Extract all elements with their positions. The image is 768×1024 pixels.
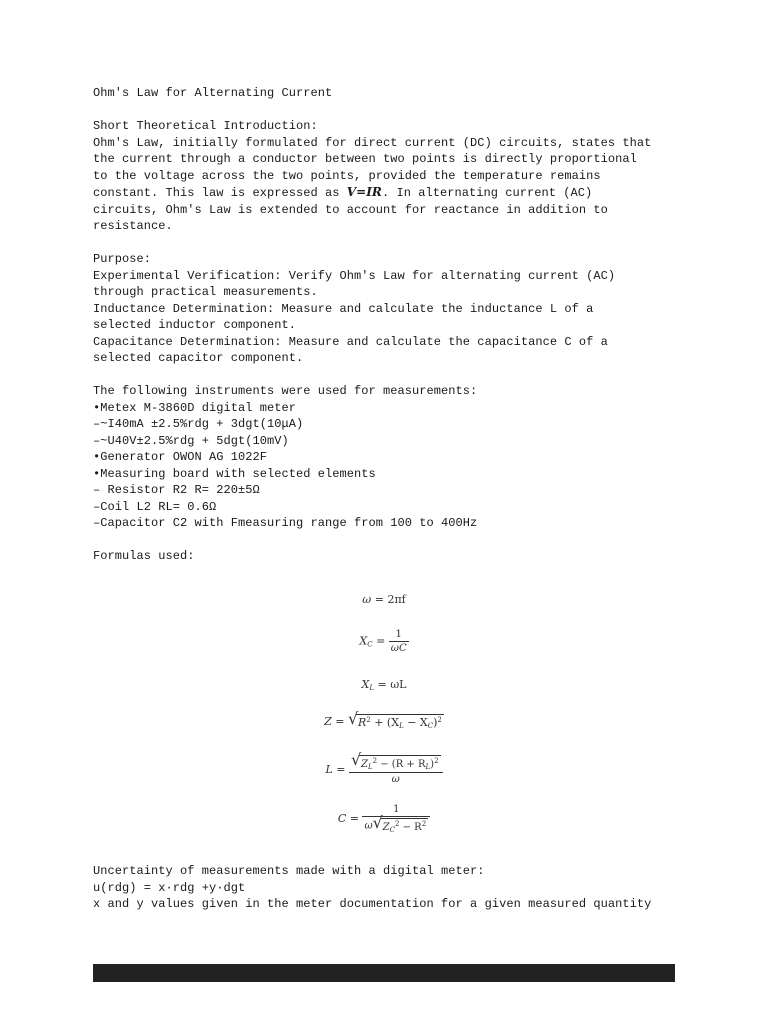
- intro-line-with-equation: [93, 184, 693, 202]
- formula-text: 2: [394, 820, 400, 828]
- formula-text: L: [369, 684, 374, 692]
- purpose-line: Experimental Verification: Verify Ohm's Law for alternating current (AC): [93, 268, 616, 283]
- radical-sign-icon: √: [347, 709, 359, 728]
- formula-text: C =: [337, 812, 359, 825]
- fraction-numerator: 1: [389, 629, 409, 642]
- radicand: [359, 755, 441, 771]
- uncertainty-formula: u(rdg) = x·rdg +y·dgt: [93, 880, 246, 895]
- radicand: [381, 818, 429, 834]
- formula-inductance: [93, 750, 675, 785]
- intro-line: circuits, Ohm's Law is extended to account for reactance in addition to: [93, 202, 608, 217]
- formula-text: X: [359, 634, 368, 648]
- spacer: [93, 235, 693, 252]
- square-root: [350, 750, 441, 771]
- formula-text: Z: [360, 759, 368, 770]
- formula-text: 2: [421, 820, 427, 828]
- formula-text: 2: [372, 757, 378, 765]
- instrument-item: –Capacitor C2 with Fmeasuring range from 100 to 400Hz: [93, 516, 478, 530]
- fraction: [389, 629, 409, 654]
- square-root: [347, 709, 444, 730]
- formula-angular-frequency: [93, 593, 675, 606]
- ohms-law-equation: V=IR: [346, 185, 382, 199]
- formula-inductive-reactance: [93, 678, 675, 692]
- formula-text: + (X: [370, 716, 400, 729]
- spacer: [93, 102, 693, 119]
- purpose-line: selected capacitor component.: [93, 351, 304, 365]
- intro-heading: Short Theoretical Introduction:: [93, 119, 318, 133]
- formula-text: − X: [403, 716, 428, 729]
- instrument-item: –~I40mA ±2.5%rdg + 3dgt(10μA): [93, 417, 304, 431]
- footer-bar: [93, 964, 675, 982]
- purpose-line: selected inductor component.: [93, 318, 297, 332]
- formula-text: C: [389, 826, 395, 834]
- intro-text: . In alternating current (AC): [381, 186, 593, 200]
- formula-capacitance: [93, 804, 675, 834]
- intro-text: constant. This law is expressed as: [93, 186, 347, 200]
- formulas-block: [93, 575, 675, 850]
- formula-text: ω: [364, 820, 373, 832]
- formula-text: R: [357, 716, 367, 729]
- instrument-item: – Resistor R2 R= 220±5Ω: [93, 483, 260, 497]
- instruments-heading: The following instruments were used for measurements:: [93, 384, 478, 398]
- purpose-line: Capacitance Determination: Measure and calculate the capacitance C of a: [93, 334, 608, 349]
- formula-text: L: [425, 763, 431, 771]
- formula-text: − (R + R: [377, 759, 426, 770]
- fraction-denominator: [362, 813, 430, 834]
- formula-text: L: [399, 722, 404, 730]
- formula-text: Z =: [324, 715, 345, 728]
- uncertainty-section: [93, 863, 693, 913]
- formula-text: − R: [399, 822, 422, 833]
- intro-line: Ohm's Law, initially formulated for direct current (DC) circuits, states that: [93, 135, 652, 150]
- formula-text: Z: [382, 822, 390, 833]
- formula-text: X: [361, 678, 370, 691]
- formula-text: C: [427, 722, 434, 730]
- instrument-item: –~U40V±2.5%rdg + 5dgt(10mV): [93, 433, 289, 448]
- formula-capacitive-reactance: [93, 629, 675, 654]
- formula-text: ω: [362, 593, 372, 606]
- spacer: [93, 367, 693, 384]
- purpose-line: Inductance Determination: Measure and calculate the inductance L of a: [93, 301, 594, 316]
- purpose-heading: Purpose:: [93, 252, 152, 266]
- intro-line: resistance.: [93, 219, 173, 233]
- radicand: [356, 714, 444, 730]
- intro-line: to the voltage across the two points, provided the temperature remains: [93, 168, 601, 183]
- instrument-item: •Generator OWON AG 1022F: [93, 450, 268, 464]
- fraction-numerator: [349, 750, 443, 773]
- formula-text: = ωL: [377, 678, 407, 691]
- formula-text: ): [430, 759, 435, 770]
- uncertainty-note: x and y values given in the meter documentation for a given measured quantity: [93, 897, 652, 911]
- fraction-numerator: 1: [362, 804, 430, 817]
- formulas-heading: Formulas used:: [93, 549, 195, 563]
- formula-text: C: [367, 640, 373, 649]
- square-root: [372, 813, 429, 834]
- formula-text: =: [376, 634, 386, 648]
- intro-line: the current through a conductor between two points is directly proportional: [93, 152, 637, 166]
- formula-impedance: [93, 709, 675, 730]
- fraction: [362, 804, 430, 834]
- document-body: [93, 85, 693, 565]
- spacer: [93, 532, 693, 549]
- instrument-item: •Measuring board with selected elements: [93, 466, 376, 481]
- fraction: [349, 750, 443, 785]
- document-title: Ohm's Law for Alternating Current: [93, 86, 333, 100]
- formula-text: 2: [437, 716, 442, 724]
- uncertainty-heading: Uncertainty of measurements made with a digital meter:: [93, 864, 485, 878]
- formula-text: L: [367, 763, 373, 771]
- formula-text: L =: [325, 763, 346, 776]
- fraction-denominator: ωC: [390, 643, 407, 654]
- fraction-denominator: ω: [391, 774, 400, 785]
- radical-sign-icon: √: [350, 750, 362, 769]
- formula-text: 2: [434, 757, 439, 765]
- instrument-item: –Coil L2 RL= 0.6Ω: [93, 499, 217, 514]
- purpose-line: through practical measurements.: [93, 285, 318, 299]
- formula-text: = 2πf: [374, 593, 406, 606]
- formula-text: 2: [366, 716, 371, 724]
- formula-text: ): [433, 716, 438, 729]
- radical-sign-icon: √: [372, 813, 383, 832]
- instrument-item: •Metex M-3860D digital meter: [93, 400, 297, 415]
